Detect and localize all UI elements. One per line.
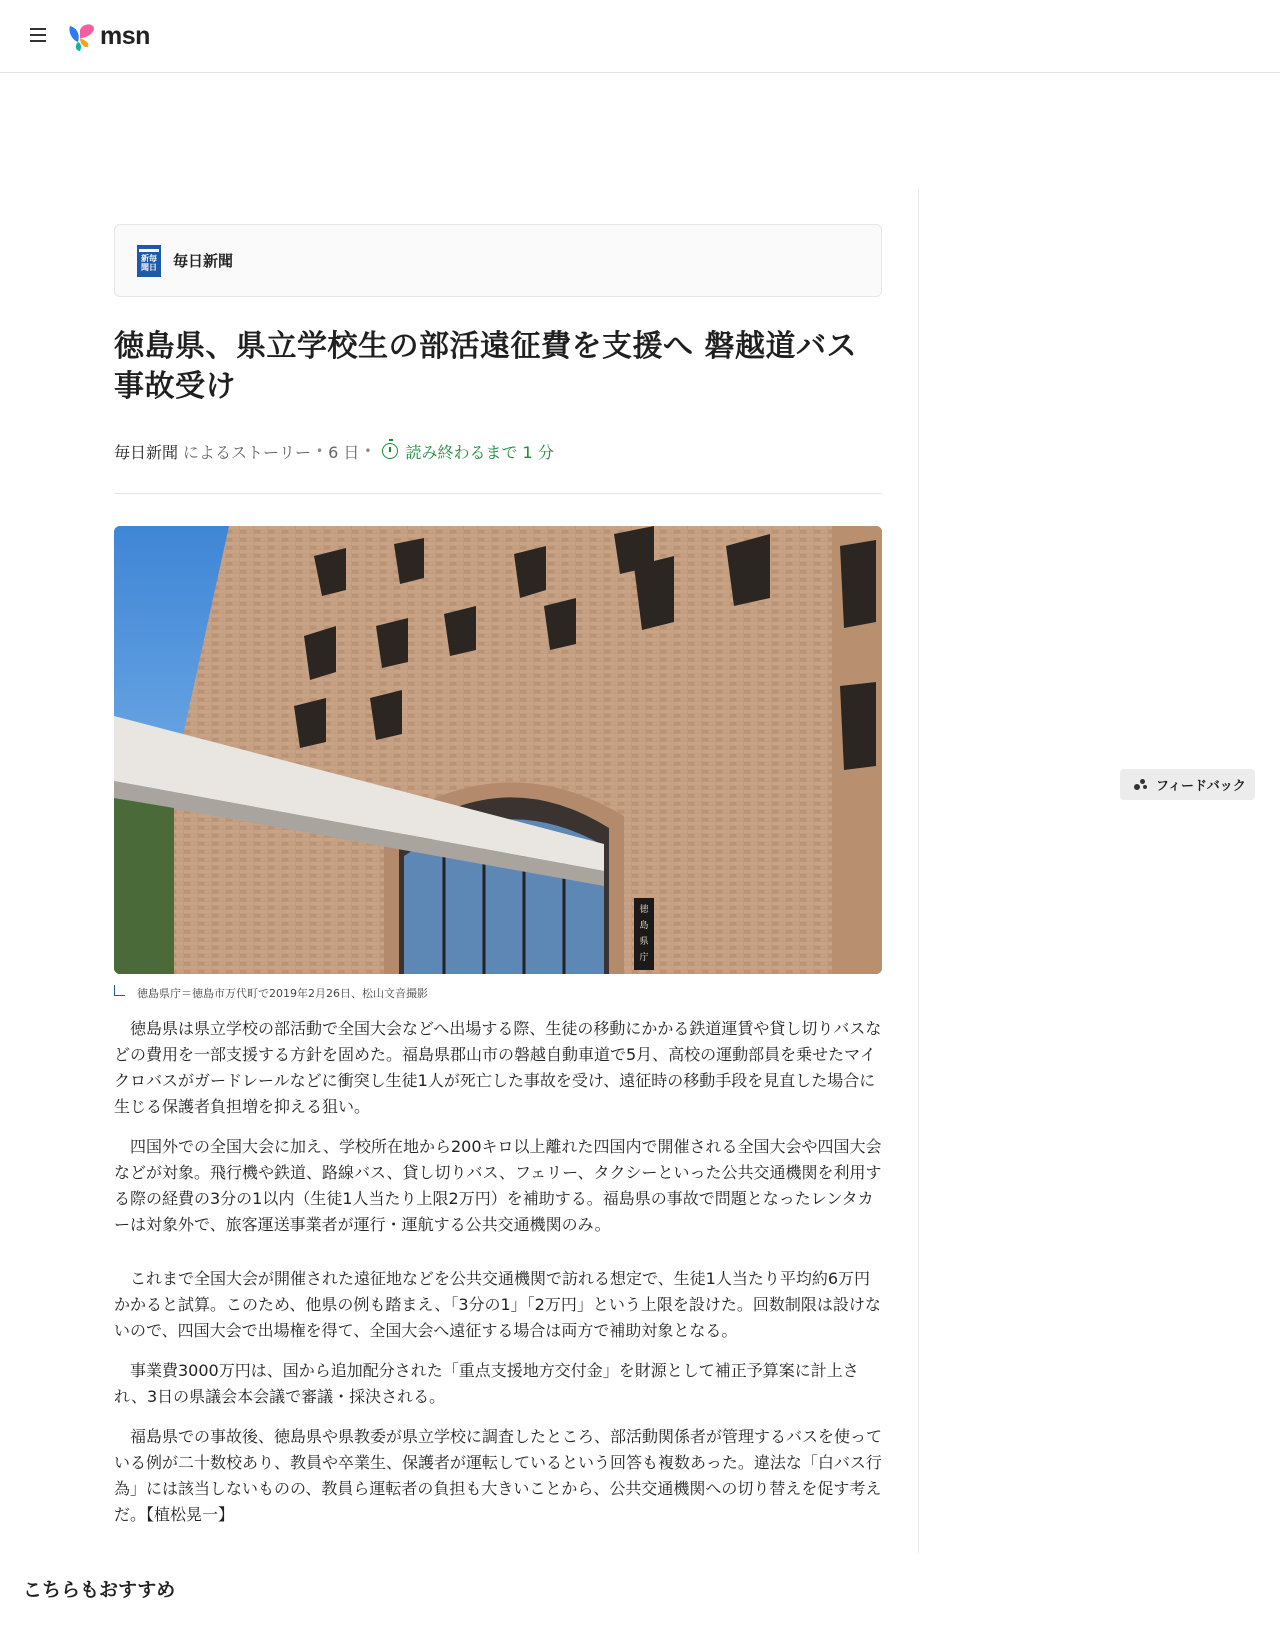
prefectural-office-image [114, 526, 882, 974]
timer-icon [382, 443, 398, 459]
sign-character: 徳 [639, 905, 649, 915]
publisher-logo-text-2: 聞日 [141, 262, 157, 272]
publisher-name[interactable]: 毎日新聞 [173, 252, 234, 270]
paragraph: 四国外での全国大会に加え、学校所在地から200キロ以上離れた四国内で開催される全国大会や四国大会などが対象。飛行機や鉄道、路線バス、貸し切りバス、フェリー、タクシーといった公共交通機関を利用する際の経費の3分の1以内（生徒1人当たり上限2万円）を補助する。福島県の事故で問題となったレンタカーは対象外で、旅客運送事業者が運行・運航する公共交通機関のみ。 [114, 1137, 882, 1234]
hamburger-menu-icon[interactable] [30, 28, 50, 44]
column-divider [918, 188, 919, 1553]
recommend-heading: こちらもおすすめ [23, 1579, 176, 1601]
msn-logo[interactable] [66, 16, 150, 56]
paragraph: これまで全国大会が開催された遠征地などを公共交通機関で訪れる想定で、生徒1人当たり平均約6万円かかると試算。このため、他県の例も踏まえ、「3分の1」「2万円」という上限を設けた。回数制限は設けないので、四国大会で出場権を得て、全国大会へ遠征する場合は両方で補助対象となる。 [114, 1269, 881, 1340]
publisher-logo [137, 245, 161, 277]
publisher-card[interactable] [114, 224, 882, 297]
byline-divider [114, 493, 882, 494]
sign-character: 島 [639, 921, 649, 931]
feedback-button[interactable] [1120, 769, 1255, 800]
publisher-logo-text-1: 新毎 [141, 253, 157, 263]
msn-logo-text: msn [100, 21, 150, 50]
photo-caption [114, 984, 882, 1002]
read-time: 読み終わるまで 1 分 [405, 442, 554, 462]
feedback-icon [1134, 779, 1148, 791]
caption-corner-icon [114, 985, 125, 996]
top-bar [0, 0, 1280, 73]
sign-character: 県 [639, 937, 649, 947]
sign-character: 庁 [639, 953, 649, 963]
article-title: 徳島県、県立学校生の部活遠征費を支援へ 磐越道バス事故受け [114, 329, 857, 404]
article [114, 224, 882, 1542]
byline-source[interactable]: 毎日新聞 [114, 442, 179, 462]
byline-age: 6 日 [328, 442, 360, 462]
byline [114, 439, 882, 463]
article-body [114, 1016, 882, 1528]
paragraph: 福島県での事故後、徳島県や県教委が県立学校に調査したところ、部活動関係者が管理するバスを使っている例が二十数校あり、教員や卒業生、保護者が運転しているという回答も複数あった。違法な「白バス行為」には該当しないものの、教員ら運転者の負担も大きいことから、公共交通機関への切り替えを促す考えだ。【植松晃一】 [114, 1427, 883, 1524]
byline-separator: • [364, 444, 372, 458]
paragraph: 徳島県は県立学校の部活動で全国大会などへ出場する際、生徒の移動にかかる鉄道運賃や貸し切りバスなどの費用を一部支援する方針を固めた。福島県郡山市の磐越自動車道で5月、高校の運動部員を乗せたマイクロバスがガードレールなどに衝突し生徒1人が死亡した事故を受け、遠征時の移動手段を見直した場合に生じる保護者負担増を抑える狙い。 [114, 1019, 882, 1116]
byline-story-by: によるストーリー [183, 442, 312, 462]
paragraph: 事業費3000万円は、国から追加配分された「重点支援地方交付金」を財源として補正予算案に計上され、3日の県議会本会議で審議・採決される。 [114, 1361, 859, 1406]
caption-text: 徳島県庁＝徳島市万代町で2019年2月26日、松山文音撮影 [137, 987, 428, 1000]
article-photo[interactable] [114, 526, 882, 974]
feedback-label: フィードバック [1156, 779, 1246, 794]
msn-butterfly-icon [66, 20, 98, 52]
byline-separator: • [316, 444, 324, 458]
